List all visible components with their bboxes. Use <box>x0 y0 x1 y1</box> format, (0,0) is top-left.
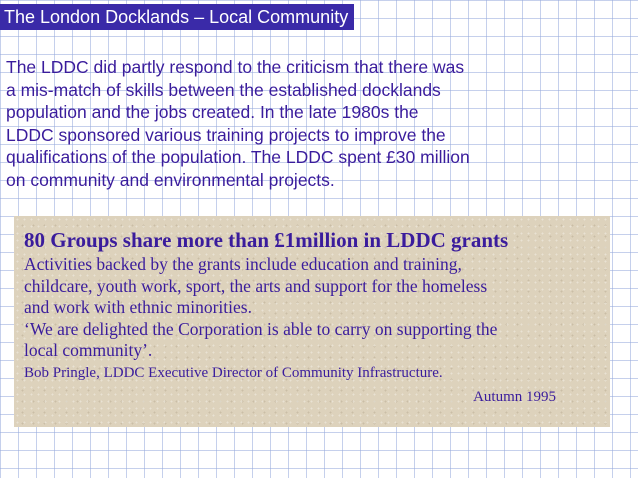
quote-body <box>24 254 604 362</box>
intro-line: LDDC sponsored various training projects to improve the <box>6 124 446 145</box>
intro-paragraph <box>6 56 632 191</box>
quote-line: local community’. <box>24 340 153 360</box>
quote-date: Autumn 1995 <box>473 388 556 405</box>
intro-line: The LDDC did partly respond to the criticism that there was <box>6 57 465 77</box>
intro-line: qualifications of the population. The LDDC spent £30 million <box>6 147 470 167</box>
slide-title: The London Docklands – Local Community <box>0 4 354 30</box>
quote-line: and work with ethnic minorities. <box>24 297 252 317</box>
intro-line: a mis-match of skills between the established docklands <box>6 79 441 100</box>
quote-line: Activities backed by the grants include education and training, <box>24 254 462 274</box>
intro-line: on community and environmental projects. <box>6 169 335 190</box>
intro-line: population and the jobs created. In the late 1980s the <box>6 102 419 122</box>
quote-heading: 80 Groups share more than £1million in LDDC grants <box>24 228 509 252</box>
quote-line: ‘We are delighted the Corporation is able to carry on supporting the <box>24 318 498 339</box>
quote-author: Bob Pringle, LDDC Executive Director of Community Infrastructure. <box>24 364 443 381</box>
quote-line: childcare, youth work, sport, the arts and support for the homeless <box>24 275 488 296</box>
newspaper-quote-box <box>14 216 610 427</box>
